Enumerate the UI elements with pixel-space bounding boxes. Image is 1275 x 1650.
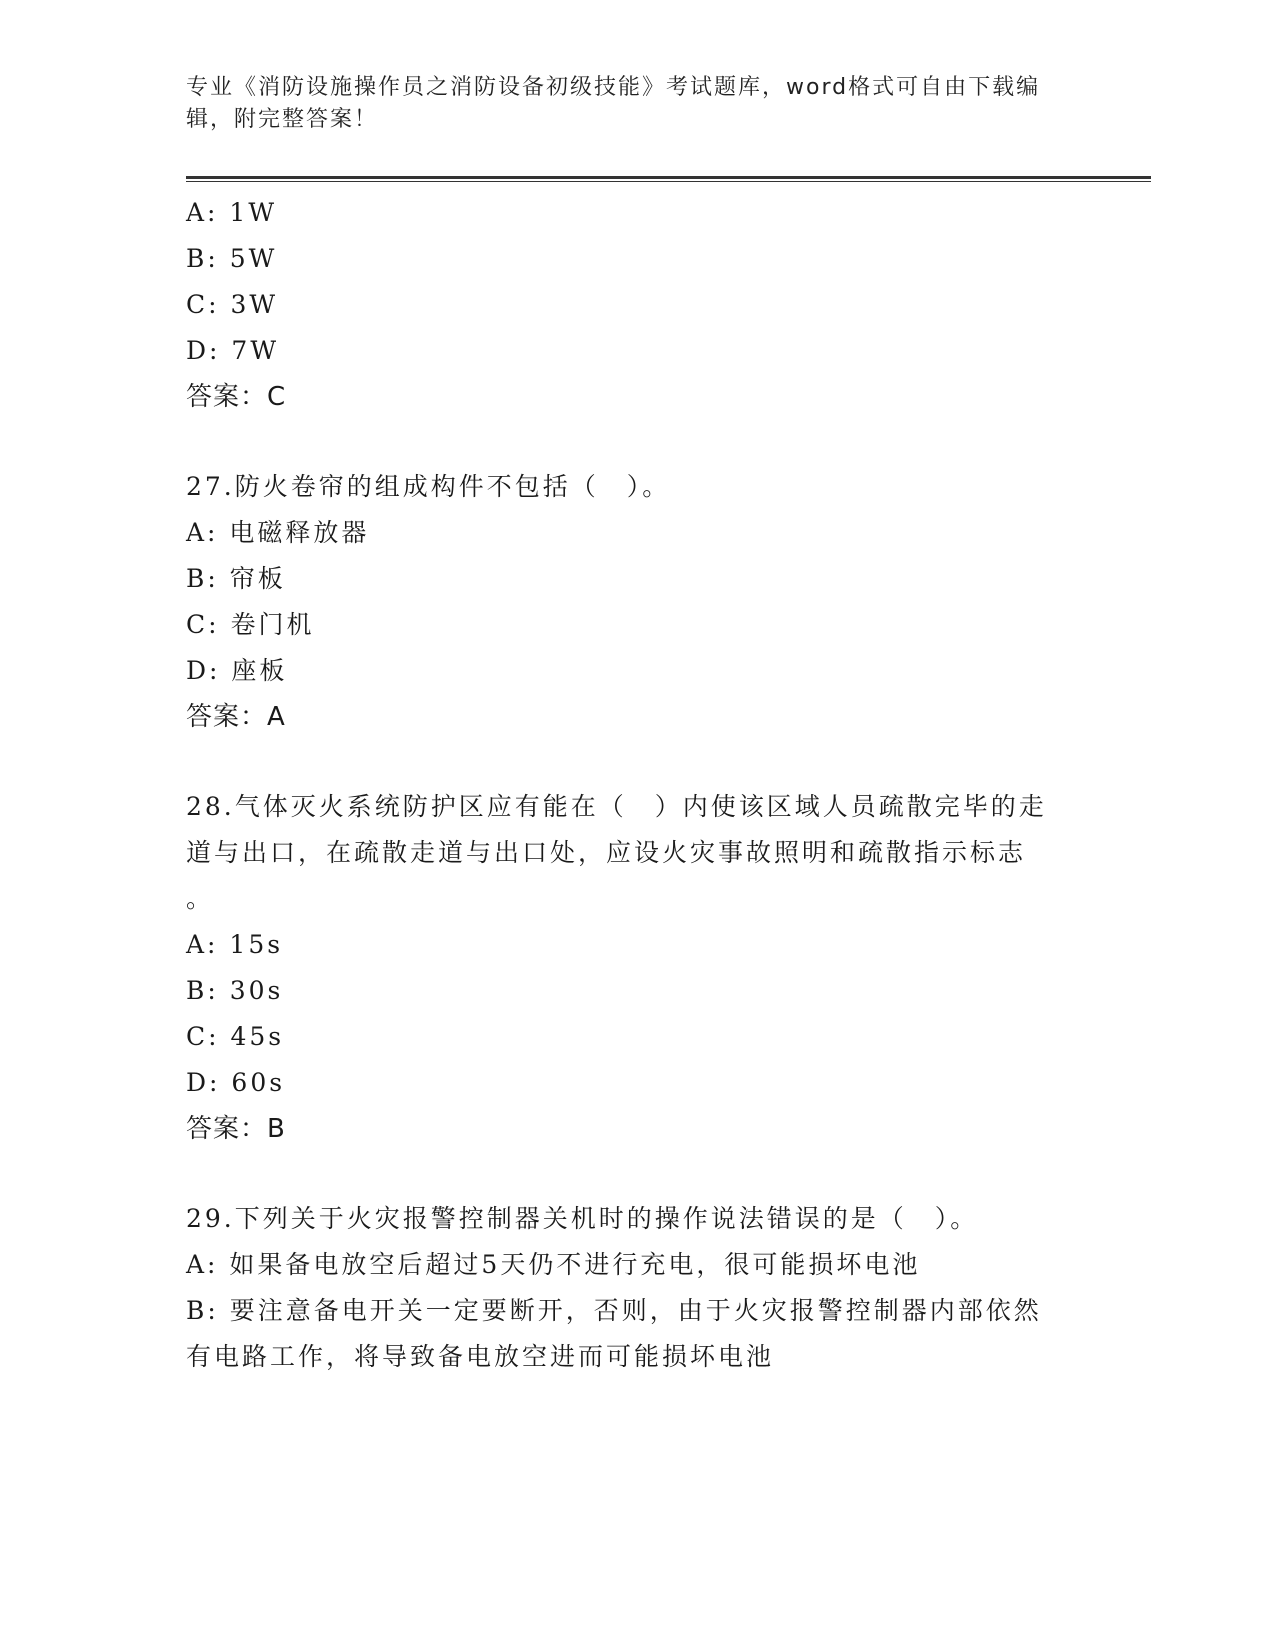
option-b-line-2: 有电路工作，将导致备电放空进而可能损坏电池 bbox=[186, 1342, 775, 1371]
question-26-block bbox=[186, 190, 1086, 420]
document-header: 专业《消防设施操作员之消防设备初级技能》考试题库，word格式可自由下载编辑，附完整答案！ bbox=[186, 75, 1041, 132]
option-b: B: 5W bbox=[186, 244, 278, 273]
option-d: D: 60s bbox=[186, 1068, 286, 1097]
answer: 答案：A bbox=[186, 702, 286, 732]
option-b-line-1: B: 要注意备电开关一定要断开，否则，由于火灾报警控制器内部依然 bbox=[186, 1296, 1042, 1325]
question-text: 27.防火卷帘的组成构件不包括（ ）。 bbox=[186, 472, 671, 501]
question-text-line-3: 。 bbox=[186, 884, 215, 913]
question-29-block bbox=[186, 1196, 1086, 1380]
option-c: C: 卷门机 bbox=[186, 610, 315, 639]
answer: 答案：B bbox=[186, 1114, 286, 1144]
option-b: B: 30s bbox=[186, 976, 284, 1005]
option-c: C: 3W bbox=[186, 290, 279, 319]
question-text-line-2: 道与出口，在疏散走道与出口处，应设火灾事故照明和疏散指示标志 bbox=[186, 838, 1027, 867]
question-28-block bbox=[186, 784, 1086, 1152]
option-a: A: 15s bbox=[186, 930, 284, 959]
document-body bbox=[186, 190, 1086, 1380]
option-a: A: 电磁释放器 bbox=[186, 518, 370, 547]
question-27-block bbox=[186, 464, 1086, 740]
option-a: A: 1W bbox=[186, 198, 278, 227]
option-d: D: 7W bbox=[186, 336, 280, 365]
question-text-line-1: 28.气体灭火系统防护区应有能在（ ）内使该区域人员疏散完毕的走 bbox=[186, 792, 1047, 821]
option-c: C: 45s bbox=[186, 1022, 285, 1051]
option-b: B: 帘板 bbox=[186, 564, 286, 593]
header-divider-thin bbox=[186, 181, 1151, 182]
option-d: D: 座板 bbox=[186, 656, 288, 685]
answer: 答案：C bbox=[186, 382, 287, 412]
option-a: A: 如果备电放空后超过5天仍不进行充电，很可能损坏电池 bbox=[186, 1250, 921, 1279]
header-divider-thick bbox=[186, 176, 1151, 179]
question-text: 29.下列关于火灾报警控制器关机时的操作说法错误的是（ ）。 bbox=[186, 1204, 979, 1233]
